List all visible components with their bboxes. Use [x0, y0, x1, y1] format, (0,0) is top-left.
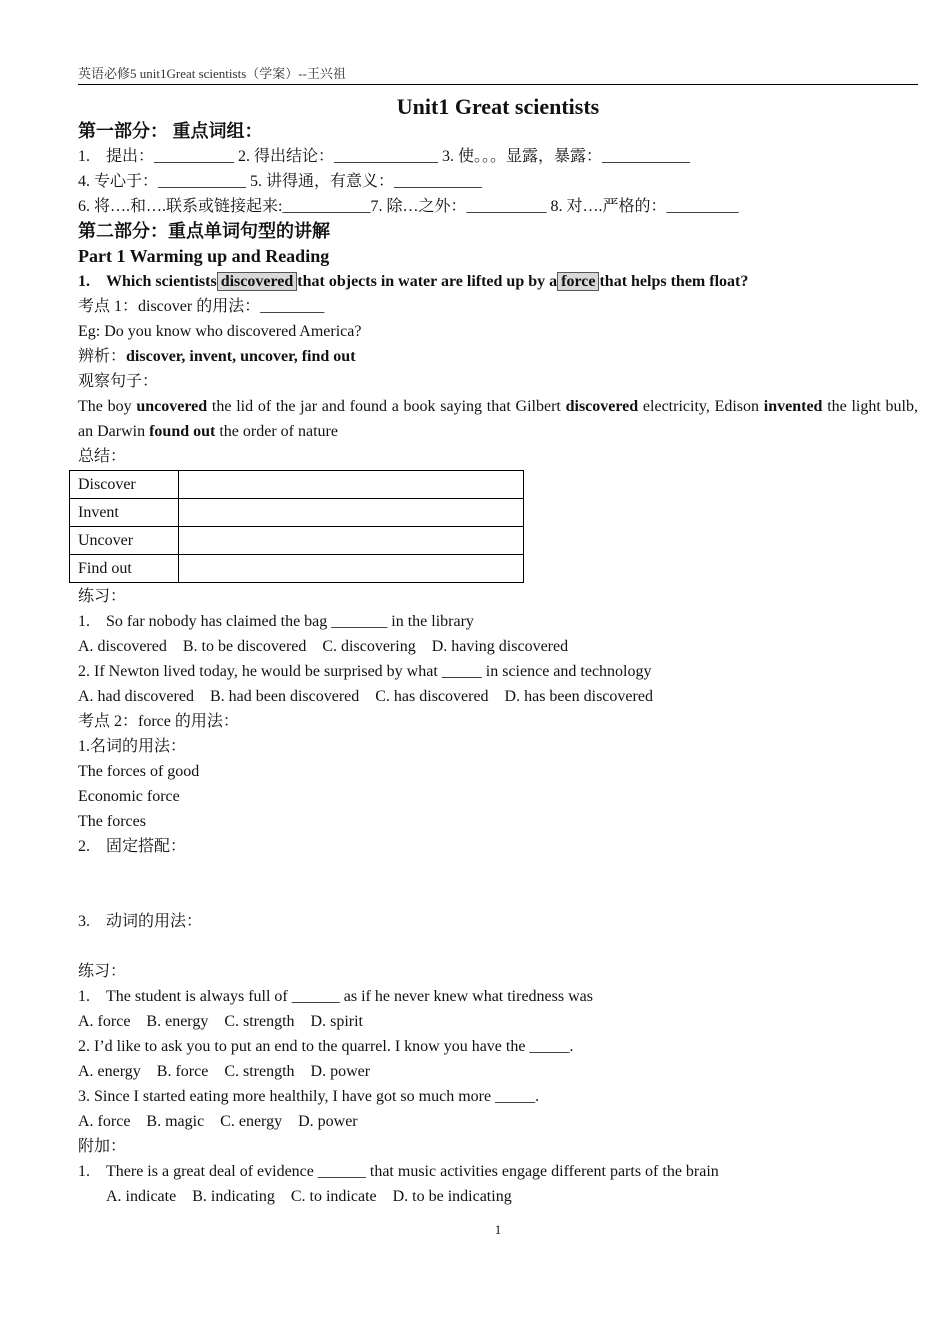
practice-label: 练习： [78, 963, 127, 980]
page-header: 英语必修5 unit1Great scientists（学案）--王兴祖 [78, 66, 918, 85]
example-sentence: Eg: Do you know who discovered America? [78, 323, 362, 340]
observe-sentence [78, 394, 918, 444]
point-2: 考点 2：force 的用法： [78, 713, 239, 730]
sentence-text: electricity, Edison [638, 398, 764, 415]
table-row [70, 527, 524, 555]
distinguish-line [78, 344, 918, 369]
sentence-keyword: discovered [565, 398, 639, 415]
observe-label: 观察句子： [78, 373, 159, 390]
document-title: Unit1 Great scientists [396, 94, 600, 119]
question-1 [78, 269, 918, 294]
blank-space [78, 934, 918, 959]
part1-heading: 第一部分： 重点词组： [78, 121, 263, 141]
table-cell-term: Invent [70, 499, 179, 527]
exercise-line: 1. So far nobody has claimed the bag _______ in the library [78, 613, 474, 630]
exercise-line: 2. If Newton lived today, he would be surprised by what _____ in science and technology [78, 663, 652, 680]
fixed-collocation-label: 2. 固定搭配： [78, 838, 187, 855]
noun-example: The forces [78, 813, 146, 830]
exercise-line: 1. The student is always full of ______ as if he never knew what tiredness was [78, 988, 593, 1005]
noun-usage-label: 1.名词的用法： [78, 738, 187, 755]
sentence-text: the lid of the jar and found a book saying that Gilbert [207, 398, 566, 415]
sentence-text: the order of nature [215, 423, 338, 440]
summary-label: 总结： [78, 448, 127, 465]
exercise-line: 2. I’d like to ask you to put an end to the quarrel. I know you have the _____. [78, 1038, 574, 1055]
exercise-options: A. discovered B. to be discovered C. discovering D. having discovered [78, 638, 569, 655]
table-cell-blank [179, 499, 524, 527]
sentence-keyword: invented [763, 398, 823, 415]
page-number: 1 [494, 1222, 502, 1237]
blank-space [78, 859, 918, 884]
sentence-keyword: found out [149, 423, 216, 440]
noun-example: The forces of good [78, 763, 200, 780]
document-body [78, 119, 918, 1209]
exercise-options: A. indicate B. indicating C. to indicate D. to be indicating [106, 1188, 512, 1205]
extra-label: 附加： [78, 1138, 127, 1155]
exercise-options: A. force B. energy C. strength D. spirit [78, 1013, 363, 1030]
table-cell-term: Discover [70, 471, 179, 499]
verb-usage-label: 3. 动词的用法： [78, 913, 203, 930]
point-1: 考点 1：discover 的用法：________ [78, 298, 325, 315]
table-row [70, 555, 524, 583]
noun-example: Economic force [78, 788, 180, 805]
phrase-line: 4. 专心于：___________ 5. 讲得通，有意义：___________ [78, 173, 483, 190]
table-cell-blank [179, 555, 524, 583]
table-cell-term: Find out [70, 555, 179, 583]
highlight-discovered: discovered [217, 272, 298, 291]
table-cell-blank [179, 527, 524, 555]
summary-table [69, 470, 524, 583]
table-row [70, 499, 524, 527]
q1-text: 1. Which scientists [78, 273, 217, 290]
q1-text: that helps them float? [599, 273, 749, 290]
sentence-text: The boy [78, 398, 137, 415]
phrase-line: 6. 将….和….联系或链接起来:___________7. 除…之外：__________ 8. 对….严格的：_________ [78, 198, 739, 215]
blank-space [78, 884, 918, 909]
exercise-options: A. force B. magic C. energy D. power [78, 1113, 358, 1130]
exercise-line: 1. There is a great deal of evidence ______ that music activities engage different parts of the brain [78, 1163, 719, 1180]
q1-text: that objects in water are lifted up by a [297, 273, 558, 290]
table-row [70, 471, 524, 499]
distinguish-words: discover, invent, uncover, find out [126, 348, 356, 365]
practice-label: 练习： [78, 588, 127, 605]
highlight-force: force [557, 272, 599, 291]
sentence-text: the light bulb, an Darwin [78, 398, 919, 440]
table-cell-blank [179, 471, 524, 499]
exercise-line: 3. Since I started eating more healthily, I have got so much more _____. [78, 1088, 540, 1105]
part2-heading: 第二部分：重点单词句型的讲解 [78, 221, 330, 241]
section-title: Part 1 Warming up and Reading [78, 246, 330, 266]
exercise-options: A. had discovered B. had been discovered C. has discovered D. has been discovered [78, 688, 653, 705]
phrase-line: 1. 提出：__________ 2. 得出结论：_____________ 3. 使。。。显露，暴露：___________ [78, 148, 691, 165]
exercise-options: A. energy B. force C. strength D. power [78, 1063, 371, 1080]
distinguish-label: 辨析： [78, 348, 127, 365]
sentence-keyword: uncovered [136, 398, 208, 415]
table-cell-term: Uncover [70, 527, 179, 555]
